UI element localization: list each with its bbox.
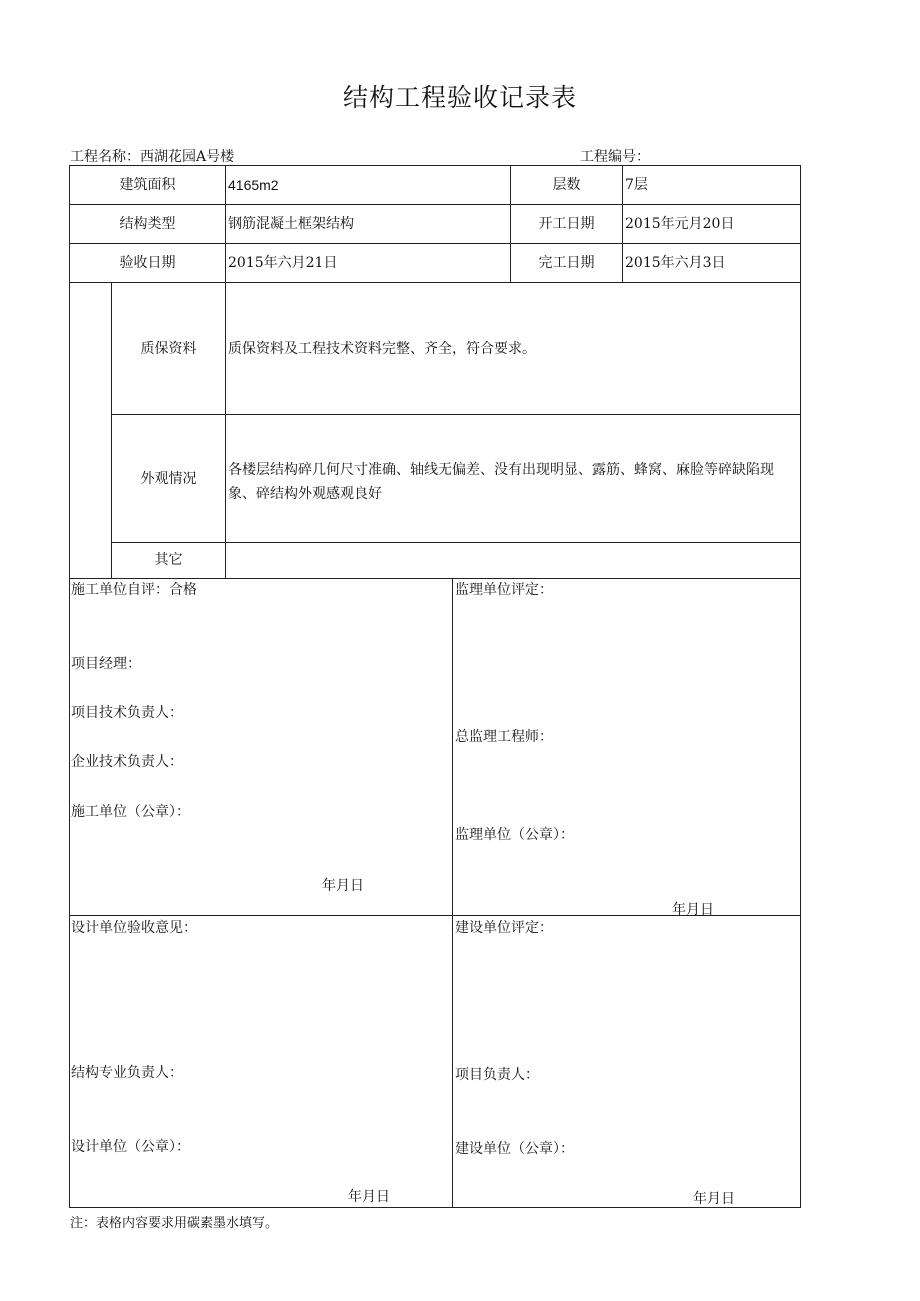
- appearance-value: 各楼层结构碎几何尺寸准确、轴线无偏差、没有出现明显、露筋、蜂窝、麻脸等碎缺陷现象、碎结构外观感观良好: [228, 462, 774, 502]
- form-title: 结构工程验收记录表: [342, 83, 577, 112]
- chief-supervisor-label: 总监理工程师：: [455, 729, 553, 745]
- structure-value: 钢筋混凝土框架结构: [228, 216, 354, 232]
- grid-line: [69, 204, 801, 205]
- quality-label: 质保资料: [140, 341, 197, 357]
- grid-line: [111, 414, 801, 415]
- grid-line: [69, 282, 801, 283]
- project-manager-label: 项目经理：: [71, 656, 141, 672]
- project-name-label: 工程名称：: [70, 149, 140, 165]
- grid-line: [800, 165, 801, 1208]
- grid-line: [69, 578, 801, 579]
- owner-date: 年月日: [693, 1191, 735, 1207]
- start-date-label: 开工日期: [538, 216, 595, 232]
- area-label: 建筑面积: [119, 177, 176, 193]
- footnote: 注：表格内容要求用碳素墨水填写。: [70, 1216, 279, 1231]
- other-label: 其它: [154, 552, 183, 568]
- finish-date-label: 完工日期: [538, 255, 595, 271]
- corp-tech-label: 企业技术负责人：: [71, 754, 183, 770]
- grid-line: [622, 165, 623, 282]
- start-date-value: 2015年元月20日: [625, 216, 735, 232]
- floors-value: 7层: [625, 177, 648, 193]
- design-seal-label: 设计单位（公章）：: [71, 1139, 190, 1155]
- owner-seal-label: 建设单位（公章）：: [455, 1141, 574, 1157]
- grid-line: [111, 282, 112, 578]
- supervision-eval: 监理单位评定：: [455, 582, 553, 598]
- tech-lead-label: 项目技术负责人：: [71, 705, 183, 721]
- owner-eval: 建设单位评定：: [455, 920, 553, 936]
- project-name-value: 西湖花园A号楼: [140, 149, 235, 165]
- grid-line: [69, 1207, 801, 1208]
- grid-line: [111, 542, 801, 543]
- accept-date-label: 验收日期: [119, 255, 176, 271]
- design-opinion: 设计单位验收意见：: [71, 920, 197, 936]
- supervision-seal-label: 监理单位（公章）：: [455, 827, 574, 843]
- structure-label: 结构类型: [119, 216, 176, 232]
- owner-lead-label: 项目负责人：: [455, 1067, 539, 1083]
- construction-seal-label: 施工单位（公章）：: [71, 804, 190, 820]
- supervision-date: 年月日: [672, 902, 714, 918]
- floors-label: 层数: [552, 177, 581, 193]
- grid-line: [225, 165, 226, 578]
- construction-date: 年月日: [322, 878, 364, 894]
- grid-line: [69, 243, 801, 244]
- project-name-row: [70, 146, 234, 166]
- grid-line: [69, 165, 801, 166]
- design-date: 年月日: [348, 1189, 390, 1205]
- grid-line: [452, 578, 453, 1207]
- area-value: 4165m2: [228, 177, 279, 193]
- project-no-label: 工程编号：: [580, 149, 650, 165]
- self-eval: 施工单位自评：合格: [71, 582, 197, 598]
- structure-lead-label: 结构专业负责人：: [71, 1065, 183, 1081]
- quality-value: 质保资料及工程技术资料完整、齐全，符合要求。: [228, 341, 536, 357]
- accept-date-value: 2015年六月21日: [228, 255, 338, 271]
- appearance-label: 外观情况: [140, 471, 197, 487]
- finish-date-value: 2015年六月3日: [625, 255, 726, 271]
- grid-line: [69, 165, 70, 1208]
